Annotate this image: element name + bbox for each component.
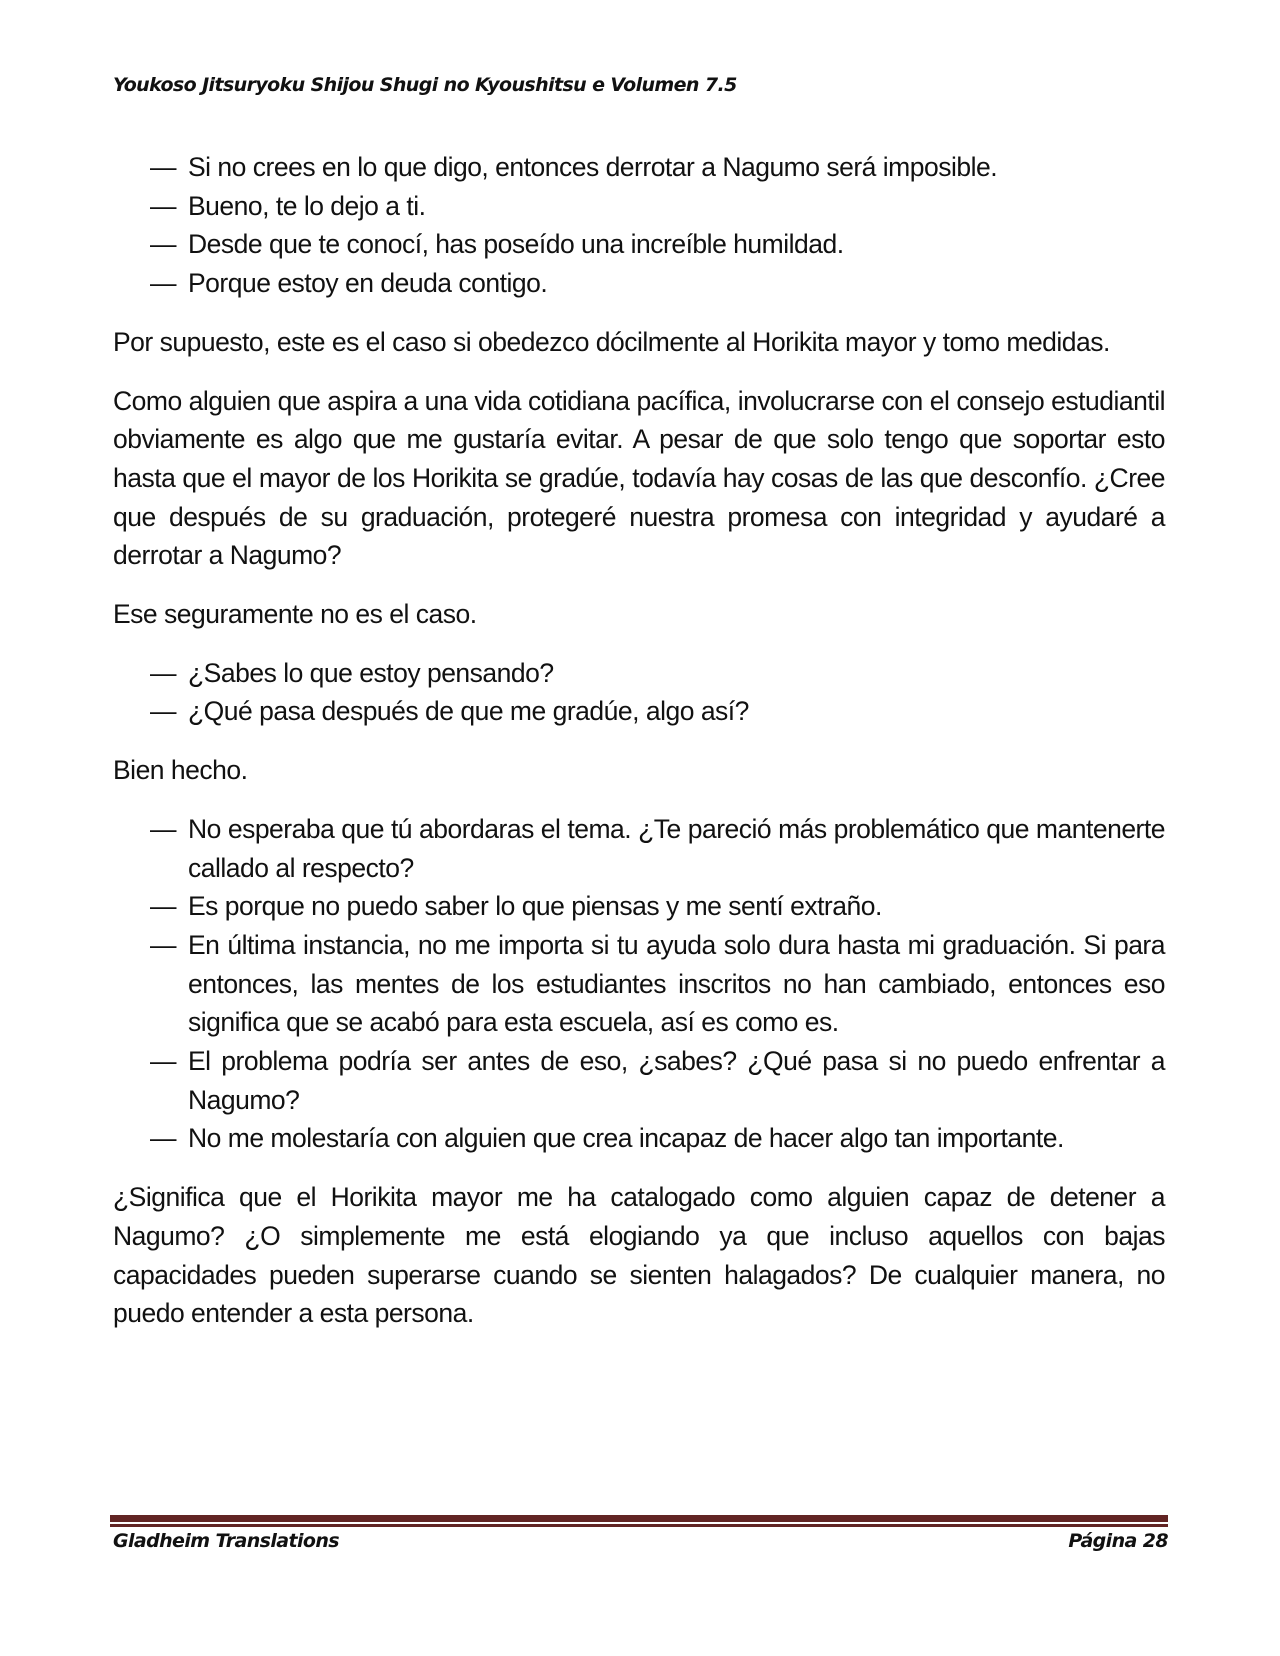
dialog-line: — Si no crees en lo que digo, entonces derrotar a Nagumo será imposible. bbox=[113, 148, 1165, 187]
dialog-line: — Desde que te conocí, has poseído una increíble humildad. bbox=[113, 225, 1165, 264]
dialog-line: — ¿Sabes lo que estoy pensando? bbox=[113, 654, 1165, 693]
dialog-line: — ¿Qué pasa después de que me gradúe, algo así? bbox=[113, 692, 1165, 731]
em-dash: — bbox=[150, 190, 176, 221]
em-dash: — bbox=[150, 891, 176, 922]
em-dash: — bbox=[150, 152, 176, 182]
dialog-block-1 bbox=[113, 148, 1165, 303]
dialog-line: — Bueno, te lo dejo a ti. bbox=[113, 187, 1165, 226]
footer-translator-credit: Gladheim Translations bbox=[113, 1530, 339, 1552]
em-dash: — bbox=[150, 1123, 176, 1154]
dialog-line: — No me molestaría con alguien que crea incapaz de hacer algo tan importante. bbox=[113, 1119, 1165, 1158]
em-dash: — bbox=[150, 229, 176, 260]
running-header-title: Youkoso Jitsuryoku Shijou Shugi no Kyoushitsu e Volumen 7.5 bbox=[113, 74, 737, 96]
paragraph: Ese seguramente no es el caso. bbox=[113, 599, 477, 630]
dialog-block-2 bbox=[113, 654, 1165, 731]
em-dash: — bbox=[150, 657, 176, 688]
body-text bbox=[113, 148, 1165, 1353]
paragraph: Como alguien que aspira a una vida cotidiana pacífica, involucrarse con el consejo estudiantil obviamente es algo que me gustaría evitar. A pesar de que solo tengo que soportar esto hasta que el mayor de los Horikita se gradúe, todavía hay cosas de las que desconfío. ¿Cree que después de su graduación, protegeré nuestra promesa con integridad y ayudaré a derrotar a Nagumo? bbox=[113, 385, 1165, 571]
dialog-line: — Es porque no puedo saber lo que piensas y me sentí extraño. bbox=[113, 887, 1165, 926]
dialog-block-3 bbox=[113, 810, 1165, 1158]
footer-divider bbox=[110, 1515, 1168, 1524]
paragraph: Bien hecho. bbox=[113, 755, 248, 786]
dialog-line: — El problema podría ser antes de eso, ¿sabes? ¿Qué pasa si no puedo enfrentar a Nagumo? bbox=[113, 1042, 1165, 1119]
footer-page-number: Página 28 bbox=[1068, 1530, 1168, 1552]
paragraph: ¿Significa que el Horikita mayor me ha catalogado como alguien capaz de detener a Nagumo? ¿O simplemente me está elogiando ya que incluso aquellos con bajas capacidades pueden superarse cuando se sienten halagados? De cualquier manera, no puedo entender a esta persona. bbox=[113, 1182, 1165, 1329]
dialog-line: — En última instancia, no me importa si tu ayuda solo dura hasta mi graduación. Si para entonces, las mentes de los estudiantes inscritos no han cambiado, entonces eso significa que se acabó para esta escuela, así es como es. bbox=[113, 926, 1165, 1042]
em-dash: — bbox=[150, 929, 176, 960]
em-dash: — bbox=[150, 268, 176, 299]
dialog-line: — Porque estoy en deuda contigo. bbox=[113, 264, 1165, 303]
dialog-line: — No esperaba que tú abordaras el tema. ¿Te pareció más problemático que mantenerte callado al respecto? bbox=[113, 810, 1165, 887]
em-dash: — bbox=[150, 1046, 176, 1077]
paragraph: Por supuesto, este es el caso si obedezco dócilmente al Horikita mayor y tomo medidas. bbox=[113, 326, 1110, 357]
em-dash: — bbox=[150, 813, 176, 844]
em-dash: — bbox=[150, 696, 176, 727]
